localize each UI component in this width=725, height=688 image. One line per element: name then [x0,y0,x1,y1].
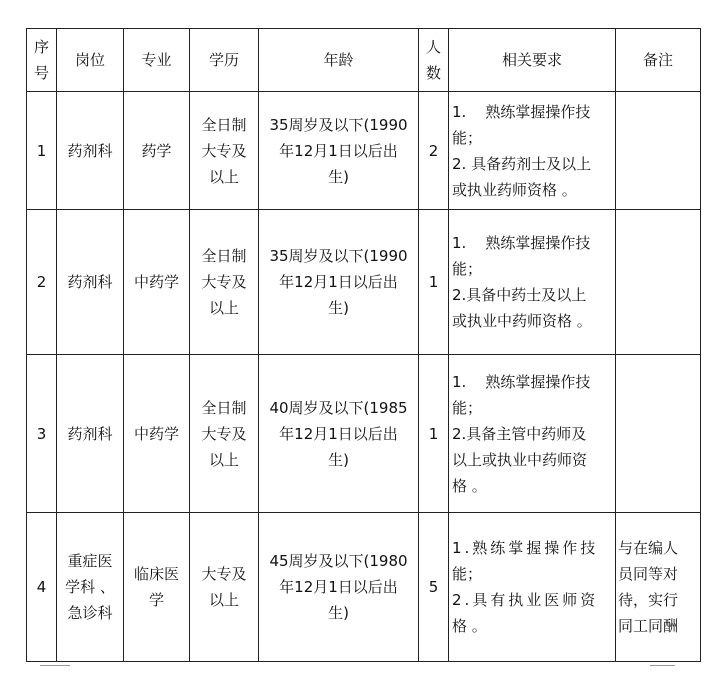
cell-education: 全日制 大专及 以上 [190,210,259,355]
header-post: 岗位 [57,29,124,92]
cell-age: 35周岁及以下(1990 年12月1日以后出 生) [259,92,419,210]
cell-seq: 4 [27,513,57,662]
cell-requirements: 1. 熟练掌握操作技 能； 2.具备主管中药师及 以上或执业中药师资 格 。 [449,355,616,513]
cell-post: 药剂科 [57,210,124,355]
cell-seq: 2 [27,210,57,355]
cell-count: 1 [419,355,449,513]
cell-education: 全日制 大专及 以上 [190,92,259,210]
cell-major: 临床医 学 [124,513,190,662]
table-row [27,210,701,355]
cell-seq: 3 [27,355,57,513]
cell-requirements: 1.熟练掌握操作技 能； 2.具有执业医师资 格 。 [449,513,616,662]
cell-count: 5 [419,513,449,662]
cell-post: 重症医 学科 、 急诊科 [57,513,124,662]
cell-count: 2 [419,92,449,210]
header-requirements: 相关要求 [449,29,616,92]
bottom-left-tick [40,665,70,666]
cell-major: 中药学 [124,210,190,355]
cell-requirements: 1. 熟练掌握操作技 能； 2. 具备药剂士及以上 或执业药师资格 。 [449,92,616,210]
header-row [27,29,701,92]
cell-remarks: 与在编人 员同等对 待，实行 同工同酬 [616,513,701,662]
table-row [27,92,701,210]
cell-education: 全日制 大专及 以上 [190,355,259,513]
recruitment-table [26,28,701,662]
cell-age: 40周岁及以下(1985 年12月1日以后出 生) [259,355,419,513]
cell-major: 药学 [124,92,190,210]
header-remarks: 备注 [616,29,701,92]
cell-remarks [616,92,701,210]
bottom-right-tick [650,665,675,666]
header-major: 专业 [124,29,190,92]
cell-education: 大专及 以上 [190,513,259,662]
cell-post: 药剂科 [57,355,124,513]
cell-remarks [616,210,701,355]
table-row [27,513,701,662]
cell-age: 35周岁及以下(1990 年12月1日以后出 生) [259,210,419,355]
header-education: 学历 [190,29,259,92]
table-row [27,355,701,513]
cell-count: 1 [419,210,449,355]
cell-post: 药剂科 [57,92,124,210]
cell-requirements: 1. 熟练掌握操作技 能； 2.具备中药士及以上 或执业中药师资格 。 [449,210,616,355]
header-age: 年龄 [259,29,419,92]
cell-major: 中药学 [124,355,190,513]
header-seq: 序 号 [27,29,57,92]
cell-remarks [616,355,701,513]
cell-seq: 1 [27,92,57,210]
cell-age: 45周岁及以下(1980 年12月1日以后出 生) [259,513,419,662]
header-count: 人 数 [419,29,449,92]
